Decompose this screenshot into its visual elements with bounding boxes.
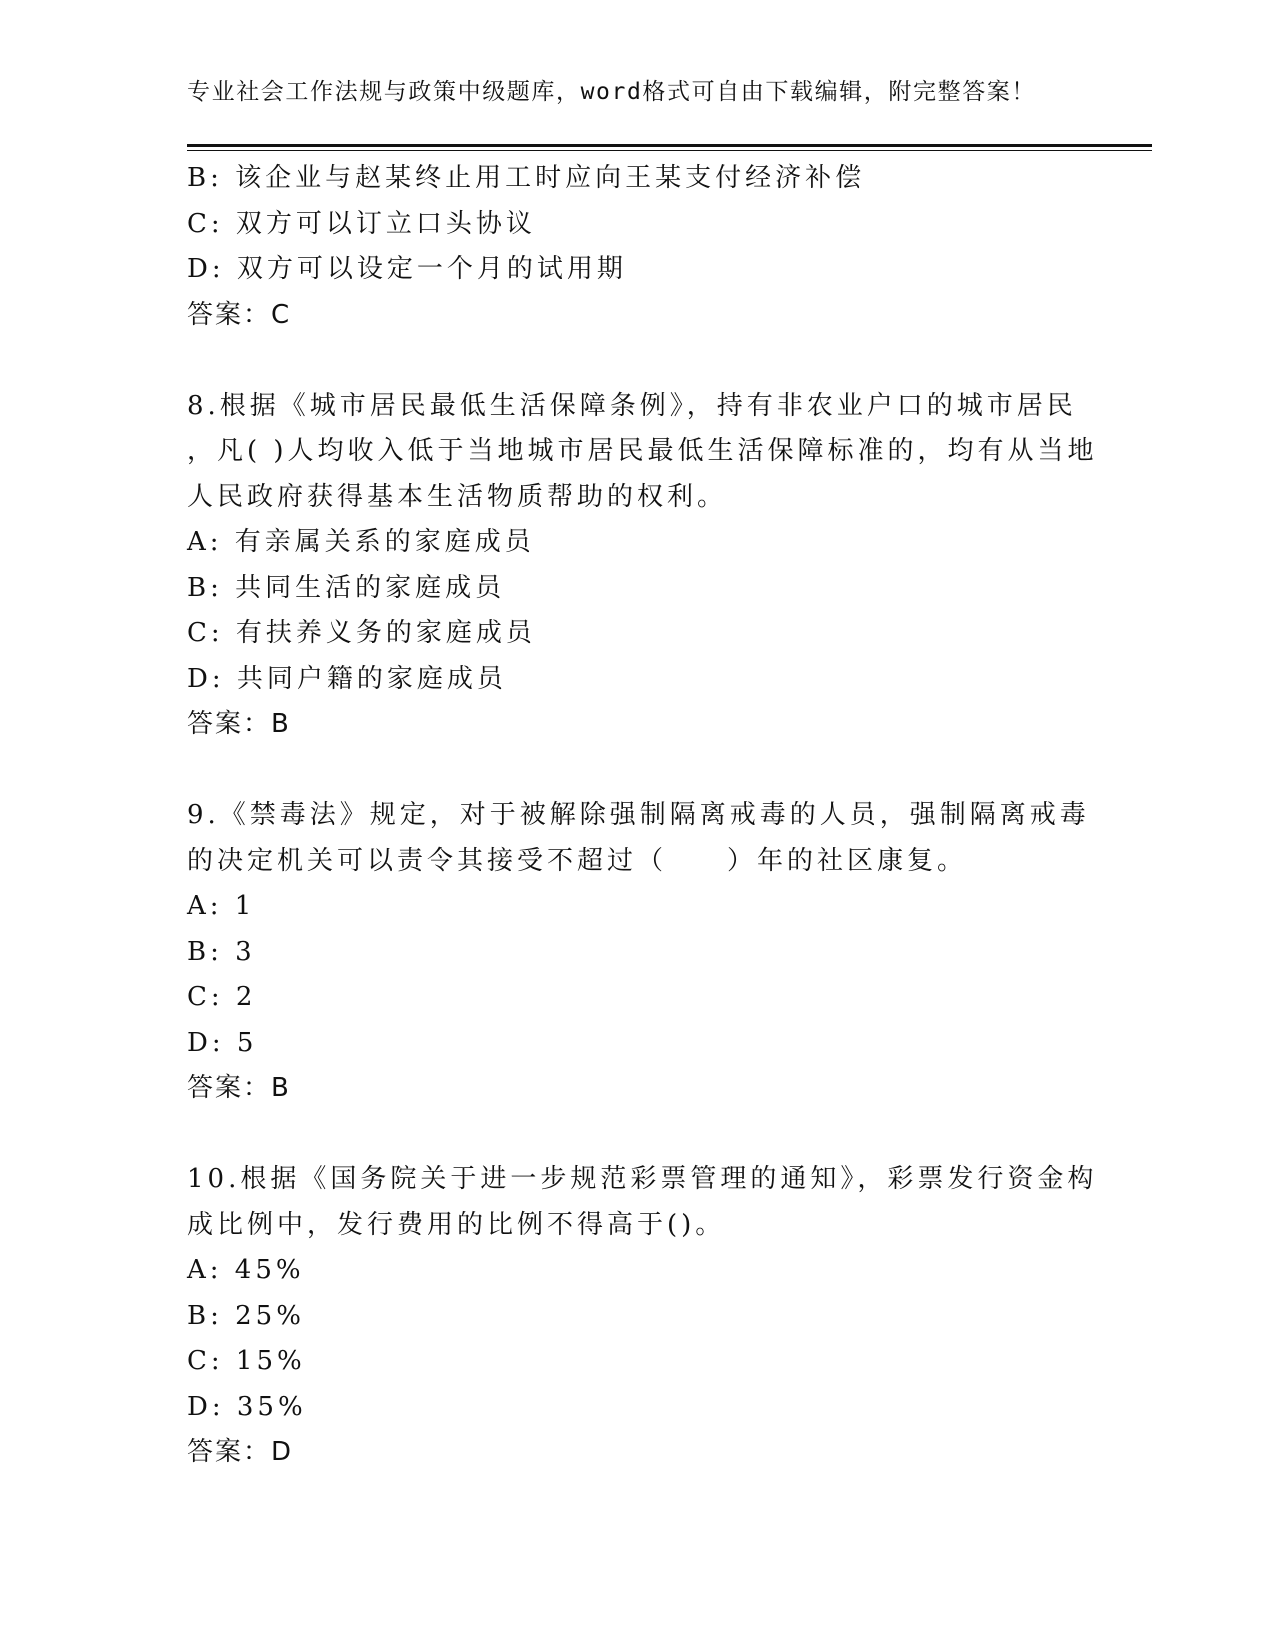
spacer [187, 748, 1087, 794]
option-b: B: 共同生活的家庭成员 [187, 572, 506, 603]
document-body [187, 156, 1098, 1476]
option-a: A: 1 [187, 891, 256, 921]
option-a: A: 45% [187, 1255, 305, 1285]
question-7-continued [187, 156, 1087, 338]
option-d: D: 共同户籍的家庭成员 [187, 663, 507, 694]
option-c: C: 有扶养义务的家庭成员 [187, 618, 536, 648]
question-10 [187, 1157, 1098, 1476]
answer-line: 答案：B [187, 1073, 291, 1103]
question-stem-line: 10.根据《国务院关于进一步规范彩票管理的通知》，彩票发行资金构 [187, 1164, 1098, 1194]
header-divider-thick [187, 144, 1152, 147]
question-9 [187, 793, 1090, 1112]
option-c: C: 双方可以订立口头协议 [187, 208, 536, 239]
spacer [187, 338, 1087, 384]
question-8 [187, 384, 1098, 748]
answer-line: 答案：C [187, 299, 292, 330]
option-d: D: 35% [187, 1391, 307, 1422]
answer-line: 答案：B [187, 709, 291, 739]
question-stem-line: 8.根据《城市居民最低生活保障条例》，持有非农业户口的城市居民 [187, 390, 1077, 421]
option-b: B: 25% [187, 1300, 305, 1331]
option-b: B: 3 [187, 936, 256, 967]
question-stem-line: 9.《禁毒法》规定，对于被解除强制隔离戒毒的人员，强制隔离戒毒 [187, 800, 1090, 830]
header-divider-thin [187, 150, 1152, 151]
option-b: B: 该企业与赵某终止用工时应向王某支付经济补偿 [187, 163, 866, 193]
option-a: A: 有亲属关系的家庭成员 [187, 527, 535, 557]
option-d: D: 5 [187, 1027, 258, 1058]
page-header: 专业社会工作法规与政策中级题库，word格式可自由下载编辑，附完整答案！ [187, 79, 1036, 105]
answer-line: 答案：D [187, 1437, 294, 1467]
option-d: D: 双方可以设定一个月的试用期 [187, 254, 627, 284]
question-stem-line: ，凡( )人均收入低于当地城市居民最低生活保障标准的，均有从当地 [187, 436, 1098, 466]
question-stem-line: 人民政府获得基本生活物质帮助的权利。 [187, 481, 728, 512]
option-c: C: 15% [187, 1346, 306, 1376]
question-stem-line: 的决定机关可以责令其接受不超过（ ）年的社区康复。 [187, 845, 968, 876]
option-c: C: 2 [187, 982, 257, 1012]
spacer [187, 1112, 1087, 1158]
question-stem-line: 成比例中，发行费用的比例不得高于()。 [187, 1209, 726, 1240]
